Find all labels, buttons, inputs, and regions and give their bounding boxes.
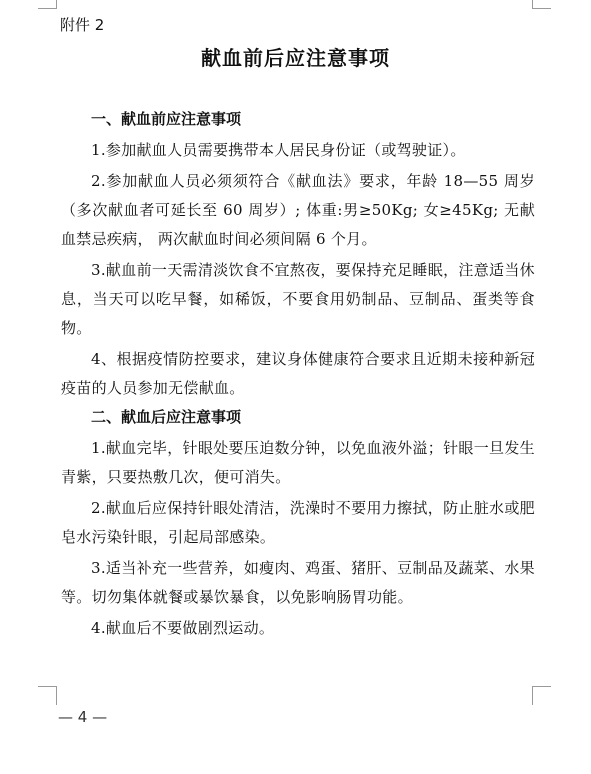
- section-heading-after: 二、献血后应注意事项: [91, 408, 242, 426]
- paragraph-before-1: 1.参加献血人员需要携带本人居民身份证（或驾驶证）。: [91, 141, 466, 159]
- crop-mark-bottom-right: [532, 686, 551, 705]
- section-heading-before: 一、献血前应注意事项: [91, 110, 242, 128]
- paragraph-after-4: 4.献血后不要做剧烈运动。: [91, 619, 275, 637]
- paragraph-before-2: 2.参加献血人员必须须符合《献血法》要求，年龄 18—55 周岁（多次献血者可延长至 60 周岁）; 体重:男≥50Kg; 女≥45Kg; 无献血禁忌疾病， 两次献血时间必须间隔 6 个月。: [61, 172, 535, 248]
- document-body: [61, 105, 535, 643]
- document-title: 献血前后应注意事项: [201, 46, 390, 70]
- paragraph-before-4: 4、根据疫情防控要求，建议身体健康符合要求且近期未接种新冠疫苗的人员参加无偿献血。: [61, 350, 535, 397]
- crop-mark-bottom-left: [38, 686, 57, 705]
- crop-mark-top-left: [38, 0, 57, 9]
- page-number: — 4 —: [58, 708, 108, 726]
- crop-mark-top-right: [532, 0, 551, 9]
- paragraph-after-2: 2.献血后应保持针眼处清洁，洗澡时不要用力擦拭，防止脏水或肥皂水污染针眼，引起局部感染。: [61, 499, 535, 546]
- attachment-label: 附件 2: [60, 16, 105, 34]
- paragraph-before-3: 3.献血前一天需清淡饮食不宜熬夜，要保持充足睡眠，注意适当休息，当天可以吃早餐，如稀饭，不要食用奶制品、豆制品、蛋类等食物。: [61, 261, 535, 337]
- paragraph-after-3: 3.适当补充一些营养，如瘦肉、鸡蛋、猪肝、豆制品及蔬菜、水果等。切勿集体就餐或暴饮暴食，以免影响肠胃功能。: [61, 559, 535, 606]
- paragraph-after-1: 1.献血完毕，针眼处要压迫数分钟，以免血液外溢；针眼一旦发生青紫，只要热敷几次，便可消失。: [61, 439, 535, 486]
